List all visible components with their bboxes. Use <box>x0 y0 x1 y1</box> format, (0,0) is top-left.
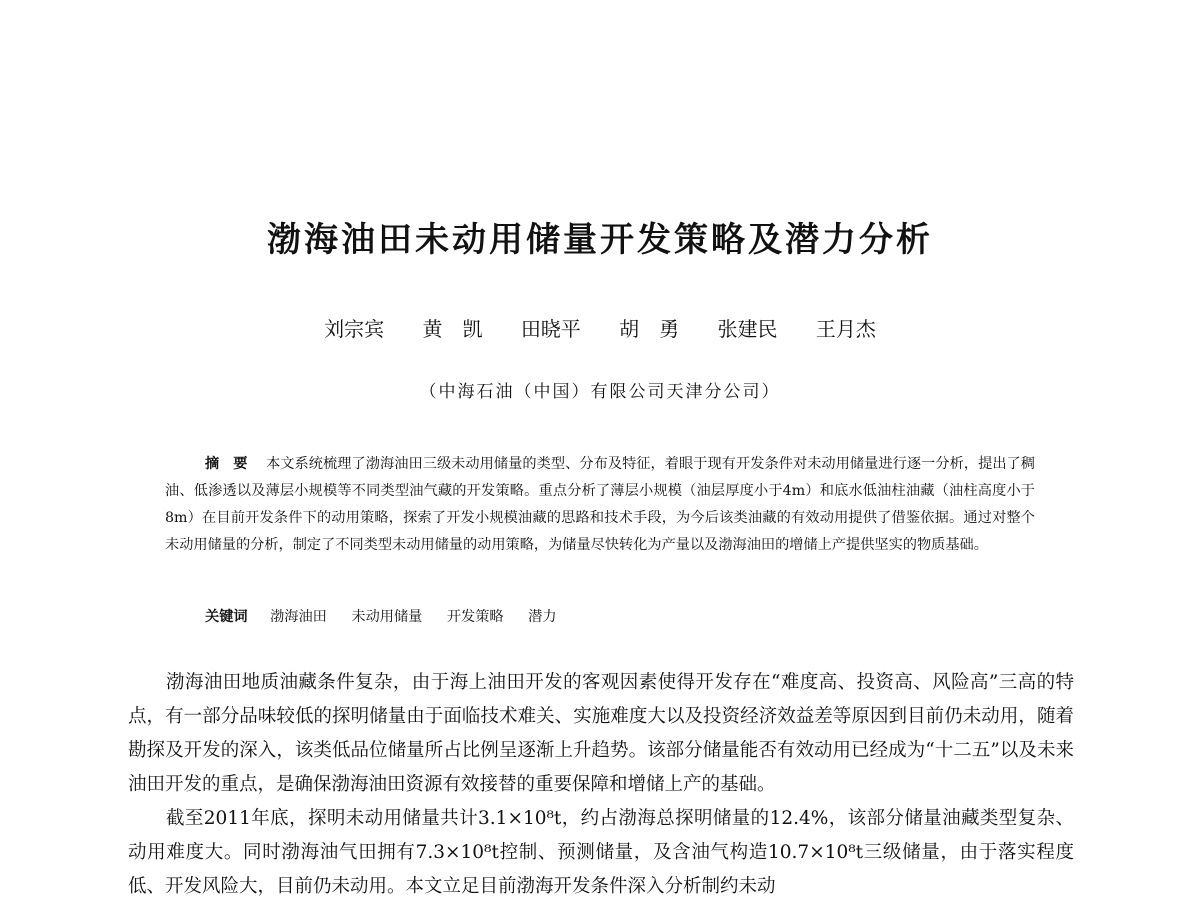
abstract <box>165 451 1035 559</box>
body-paragraph: 渤海油田地质油藏条件复杂，由于海上油田开发的客观因素使得开发存在“难度高、投资高、风险高”三高的特点，有一部分品味较低的探明储量由于面临技术难关、实施难度大以及投资经济效益差等原因到目前仍未动用，随着勘探及开发的深入，该类低品位储量所占比例呈逐渐上升趋势。该部分储量能否有效动用已经成为“十二五”以及未来油田开发的重点，是确保渤海油田资源有效接替的重要保障和增储上产的基础。 <box>128 672 1074 795</box>
keywords <box>205 604 1035 631</box>
keyword: 潜力 <box>528 609 557 625</box>
abstract-label: 摘要 <box>205 456 262 472</box>
keywords-label: 关键词 <box>205 609 248 625</box>
keyword: 渤海油田 <box>270 609 327 625</box>
affiliation: （中海石油（中国）有限公司天津分公司） <box>419 382 781 402</box>
author-name: 黄 凯 <box>422 317 483 341</box>
keyword: 未动用储量 <box>351 609 423 625</box>
author-name: 刘宗宾 <box>324 317 385 341</box>
body-text <box>128 666 1074 904</box>
paper-title: 渤海油田未动用储量开发策略及潜力分析 <box>267 220 933 260</box>
author-name: 张建民 <box>717 317 778 341</box>
author-name: 胡 勇 <box>619 317 680 341</box>
author-name: 田晓平 <box>520 317 581 341</box>
keyword: 开发策略 <box>446 609 504 625</box>
author-list <box>0 313 1200 342</box>
abstract-text: 本文系统梳理了渤海油田三级未动用储量的类型、分布及特征，着眼于现有开发条件对未动用储量进行逐一分析，提出了稠油、低渗透以及薄层小规模等不同类型油气藏的开发策略。重点分析了薄层小规模（油层厚度小于4m）和底水低油柱油藏（油柱高度小于8m）在目前开发条件下的动用策略，探索了开发小规模油藏的思路和技术手段，为今后该类油藏的有效动用提供了借鉴依据。通过对整个未动用储量的分析，制定了不同类型未动用储量的动用策略，为储量尽快转化为产量以及渤海油田的增储上产提供坚实的物质基础。 <box>165 456 1035 553</box>
body-paragraph: 截至2011年底，探明未动用储量共计3.1×10⁸t，约占渤海总探明储量的12.4%，该部分储量油藏类型复杂、动用难度大。同时渤海油气田拥有7.3×10⁸t控制、预测储量，及含油气构造10.7×10⁸t三级储量，由于落实程度低、开发风险大，目前仍未动用。本文立足目前渤海开发条件深入分析制约未动 <box>128 808 1074 897</box>
author-name: 王月杰 <box>815 317 876 341</box>
